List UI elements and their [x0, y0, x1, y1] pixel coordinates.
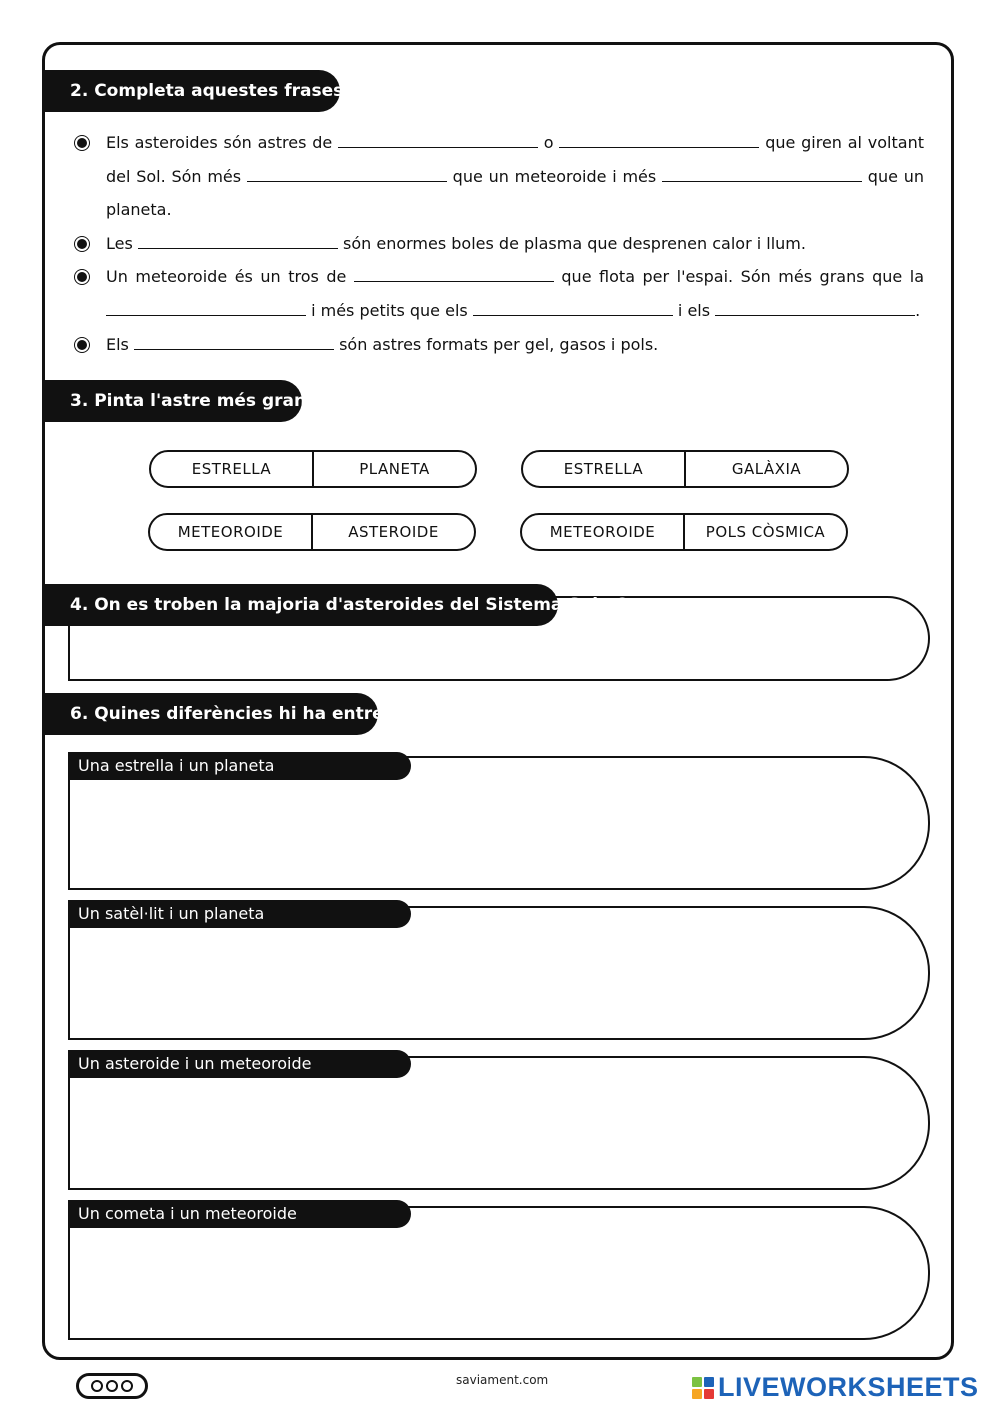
- blank-field[interactable]: [134, 335, 334, 350]
- blank-field[interactable]: [338, 133, 538, 148]
- circle-icon: [91, 1380, 103, 1392]
- choice-option[interactable]: ESTRELLA: [563, 460, 644, 478]
- sentence-item: Els asteroides són astres de o que giren al voltant del Sol. Són més que un meteoroide i més que un planeta.: [72, 126, 924, 227]
- answer-box-label: Una estrella i un planeta: [68, 752, 411, 780]
- section-2-title: 2. Completa aquestes frases:: [44, 70, 340, 112]
- bullet-icon: [77, 340, 87, 350]
- sentence-list: [72, 126, 924, 361]
- section-4-title: 4. On es troben la majoria d'asteroides del Sistema Solar?: [44, 584, 558, 626]
- sentence-item: Un meteoroide és un tros de que flota per l'espai. Són més grans que la i més petits que els i els .: [72, 260, 924, 327]
- blank-field[interactable]: [662, 167, 862, 182]
- answer-box-label: Un cometa i un meteoroide: [68, 1200, 411, 1228]
- liveworksheets-wordmark: LIVEWORKSHEETS: [718, 1372, 979, 1402]
- blank-field[interactable]: [106, 301, 306, 316]
- circle-icon: [121, 1380, 133, 1392]
- bullet-icon: [77, 239, 87, 249]
- blank-field[interactable]: [559, 133, 759, 148]
- answer-box-label: Un asteroide i un meteoroide: [68, 1050, 411, 1078]
- blank-field[interactable]: [473, 301, 673, 316]
- bullet-icon: [77, 272, 87, 282]
- choice-option[interactable]: PLANETA: [312, 452, 475, 486]
- choice-option[interactable]: ASTEROIDE: [311, 515, 474, 549]
- answer-input[interactable]: [80, 1088, 868, 1180]
- blank-field[interactable]: [354, 267, 554, 282]
- liveworksheets-logo[interactable]: [692, 1372, 979, 1403]
- choice-pair: [520, 513, 848, 551]
- sentence-item: Les són enormes boles de plasma que desprenen calor i llum.: [72, 227, 924, 261]
- choice-pair: [149, 450, 477, 488]
- blank-field[interactable]: [247, 167, 447, 182]
- section-6-title: 6. Quines diferències hi ha entre...: [44, 693, 378, 735]
- sentence-item: Els són astres formats per gel, gasos i pols.: [72, 328, 924, 362]
- choice-option[interactable]: ESTRELLA: [191, 460, 272, 478]
- circle-icon: [106, 1380, 118, 1392]
- blank-field[interactable]: [138, 234, 338, 249]
- choice-option[interactable]: POLS CÒSMICA: [683, 515, 846, 549]
- answer-input[interactable]: [80, 788, 868, 880]
- blank-field[interactable]: [715, 301, 915, 316]
- publisher-logo: [76, 1373, 148, 1399]
- choice-option[interactable]: METEOROIDE: [177, 523, 284, 541]
- choice-pair: [148, 513, 476, 551]
- liveworksheets-grid-icon: [692, 1377, 714, 1399]
- section-3-title: 3. Pinta l'astre més gran:: [44, 380, 302, 422]
- choice-pair: [521, 450, 849, 488]
- footer-site: saviament.com: [456, 1373, 549, 1387]
- answer-input[interactable]: [80, 1238, 868, 1330]
- answer-box-label: Un satèl·lit i un planeta: [68, 900, 411, 928]
- choice-option[interactable]: GALÀXIA: [684, 452, 847, 486]
- bullet-icon: [77, 138, 87, 148]
- answer-input[interactable]: [80, 938, 868, 1030]
- choice-option[interactable]: METEOROIDE: [549, 523, 656, 541]
